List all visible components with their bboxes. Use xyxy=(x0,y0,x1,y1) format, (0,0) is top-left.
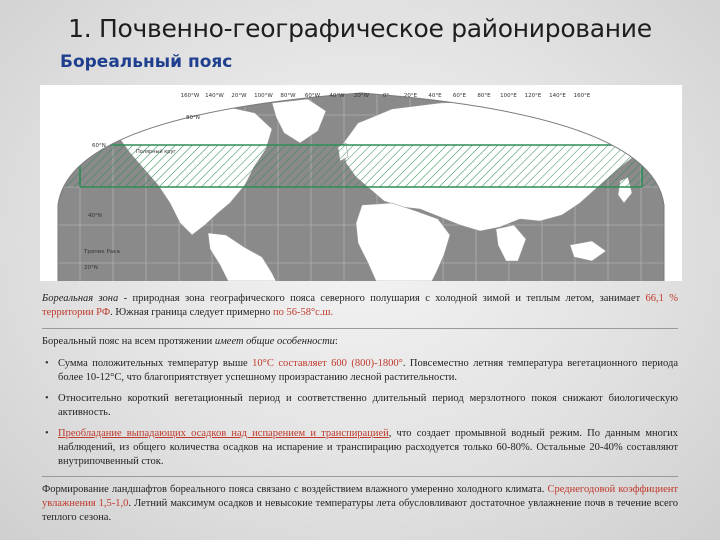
longitude-label: 80°W xyxy=(280,93,296,99)
divider xyxy=(42,476,678,477)
latitude-label: 40°N xyxy=(88,213,102,219)
latitude-label: 20°N xyxy=(84,265,98,271)
landscape-paragraph: Формирование ландшафтов бореального пояса связано с воздействием влажного умеренно холодного климата. Среднегодовой коэффициент увлажнения 1,5-1,0. Летний максимум осадков и невысокие температуры лета обусловливают достаточное увлажнение почв в течение всего теплого сезона. xyxy=(42,484,678,523)
longitude-label: 160°E xyxy=(573,93,591,99)
intro-highlight-latitude: по 56-58°с.ш. xyxy=(272,307,334,318)
divider xyxy=(42,328,678,329)
features-list xyxy=(42,357,678,469)
longitude-label: 40°W xyxy=(329,93,345,99)
world-map xyxy=(40,85,682,281)
intro-term: Бореальная зона xyxy=(42,293,119,304)
intro-highlight-area: 66,1 % территории РФ xyxy=(42,293,678,318)
latitude-label: Тропик Рака xyxy=(84,249,120,255)
longitude-label: 40°E xyxy=(428,93,442,99)
longitude-label: 20°E xyxy=(403,93,418,99)
longitude-label: 120°E xyxy=(524,93,542,99)
list-item: • Преобладание выпадающих осадков над испарением и транспирацией, что создает промывной водный режим. По данным многих наблюдений, из общего количества осадков на испарение и транспирацию расходуется только 60-80%. Остальные 20-40% составляют внутрипочвенный сток. xyxy=(42,427,678,469)
page-title: 1. Почвенно-географическое районирование xyxy=(68,14,652,43)
longitude-label: 60°W xyxy=(304,93,321,99)
longitude-label: 20°W xyxy=(353,93,370,99)
intro-paragraph: Бореальная зона - природная зона географического пояса северного полушария с холодной зимой и теплым летом, занимает 66,1 % территории РФ. Южная граница следует примерно по 56-58°с.ш. xyxy=(42,293,678,318)
longitude-label: 100°E xyxy=(500,93,517,99)
longitude-label: 140°W xyxy=(205,93,224,99)
longitude-label: 160°W xyxy=(180,93,200,99)
latitude-label: 60°N xyxy=(92,143,106,149)
list-item: • Относительно короткий вегетационный период и соответственно длительный период мерзлотного покоя снижают биологическую активность. xyxy=(42,392,678,420)
polar-circle-label: Полярный круг xyxy=(136,149,177,155)
latitude-label: 80°N xyxy=(186,115,200,121)
longitude-label: 80°E xyxy=(477,93,491,99)
longitude-label: 20°W xyxy=(231,93,247,99)
section-subtitle: Бореальный пояс xyxy=(60,52,233,72)
longitude-label: 100°W xyxy=(254,93,273,99)
world-map-panel xyxy=(40,85,682,281)
text-panel xyxy=(42,292,678,533)
list-item: • Сумма положительных температур выше 10°С составляет 600 (800)-1800°. Повсеместно летняя температура вегетационного периода более 10-12°С, что благоприятствует успешному произрастанию лесной растительности. xyxy=(42,357,678,385)
longitude-label: 140°E xyxy=(549,93,566,99)
longitude-label: 0° xyxy=(382,93,390,99)
common-features-paragraph: Бореальный пояс на всем протяжении имеет общие особенности: xyxy=(42,336,338,347)
longitude-label: 60°E xyxy=(452,93,467,99)
